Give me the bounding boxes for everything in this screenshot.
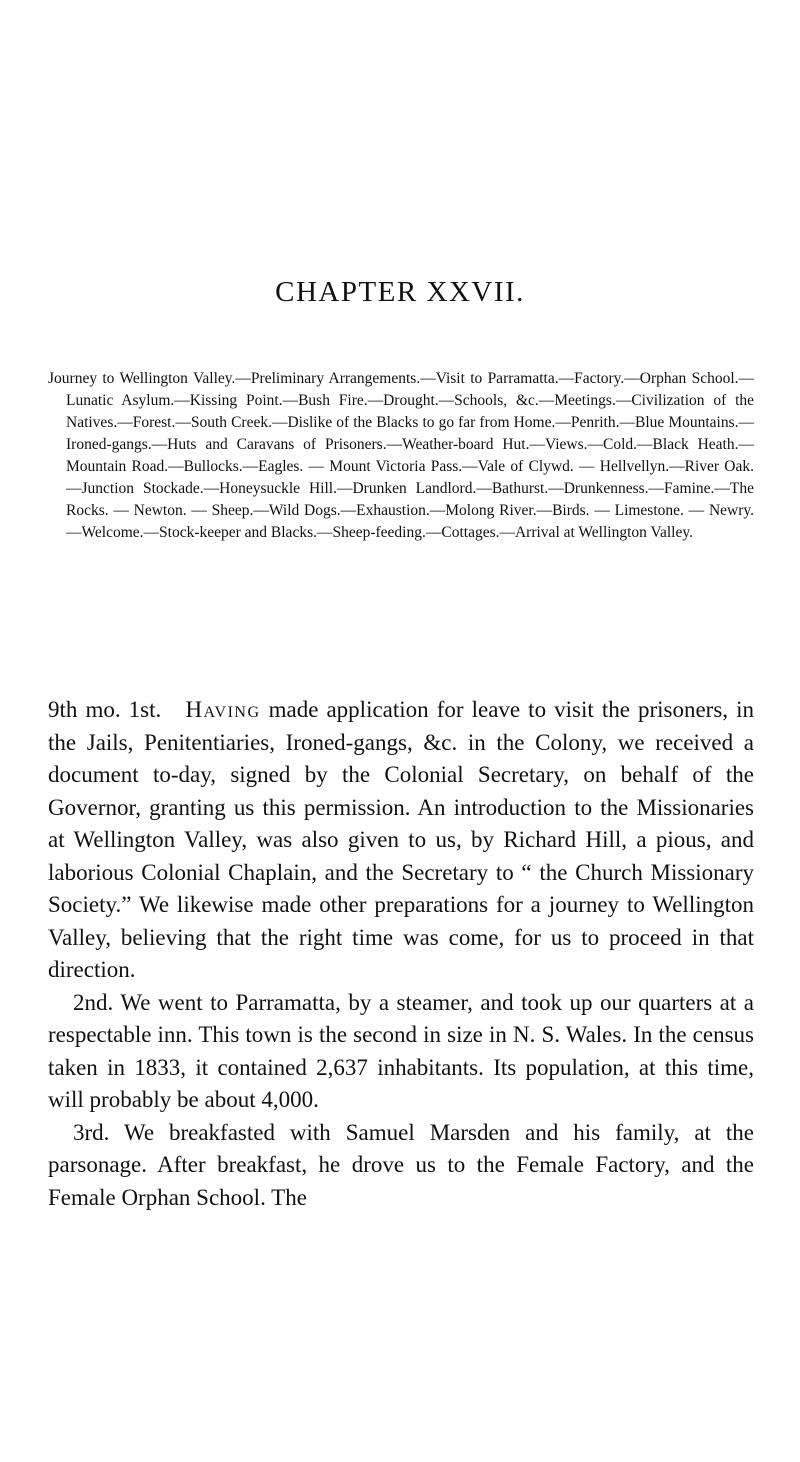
chapter-title: CHAPTER XXVII. [275,276,525,308]
paragraph-3: 3rd. We breakfasted with Samuel Marsden and his family, at the parsonage. After breakfast, he drove us to the Female Factory, and the Female Orphan School. The [48,1119,754,1210]
paragraph-1 [48,694,754,987]
paragraph-2: 2nd. We went to Parramatta, by a steamer, and took up our quarters at a respectable inn. This town is the second in size in N. S. Wales. In the census taken in 1833, it contained 2,637 inhabitants. Its population, at this time, will probably be about 4,000. [48,989,754,1112]
body-text [48,694,754,1214]
chapter-summary: Journey to Wellington Valley.—Preliminary Arrangements.—Visit to Parramatta.—Factory.—Orphan School.—Lunatic Asylum.—Kissing Point.—Bush Fire.—Drought.—Schools, &c.—Meetings.—Civilization of the Natives.—Forest.—South Creek.—Dislike of the Blacks to go far from Home.—Penrith.—Blue Mountains.—Ironed-gangs.—Huts and Caravans of Prisoners.—Weather-board Hut.—Views.—Cold.—Black Heath.—Mountain Road.—Bullocks.—Eagles. — Mount Victoria Pass.—Vale of Clywd. — Hellvellyn.—River Oak.—Junction Stockade.—Honeysuckle Hill.—Drunken Landlord.—Bathurst.—Drunkenness.—Famine.—The Rocks. — Newton. — Sheep.—Wild Dogs.—Exhaustion.—Molong River.—Birds. — Limestone. — Newry.—Welcome.—Stock-keeper and Blacks.—Sheep-feeding.—Cottages.—Arrival at Wellington Valley. [48,370,754,541]
paragraph-1-text: made application for leave to visit the prisoners, in the Jails, Penitentiaries, Ironed-gangs, &c. in the Colony, we received a document to-day, signed by the Colonial Secretary, on behalf of the Governor, granting us this permission. An introduction to the Missionaries at Wellington Valley, was also given to us, by Richard Hill, a pious, and laborious Colonial Chaplain, and the Secretary to “ the Church Missionary Society.” We likewise made other preparations for a journey to Wellington Valley, believing that the right time was come, for us to proceed in that direction. [48,697,754,982]
paragraph-1-lead-word: Having [185,697,261,722]
paragraph-1-date: 9th mo. 1st. [48,697,162,722]
